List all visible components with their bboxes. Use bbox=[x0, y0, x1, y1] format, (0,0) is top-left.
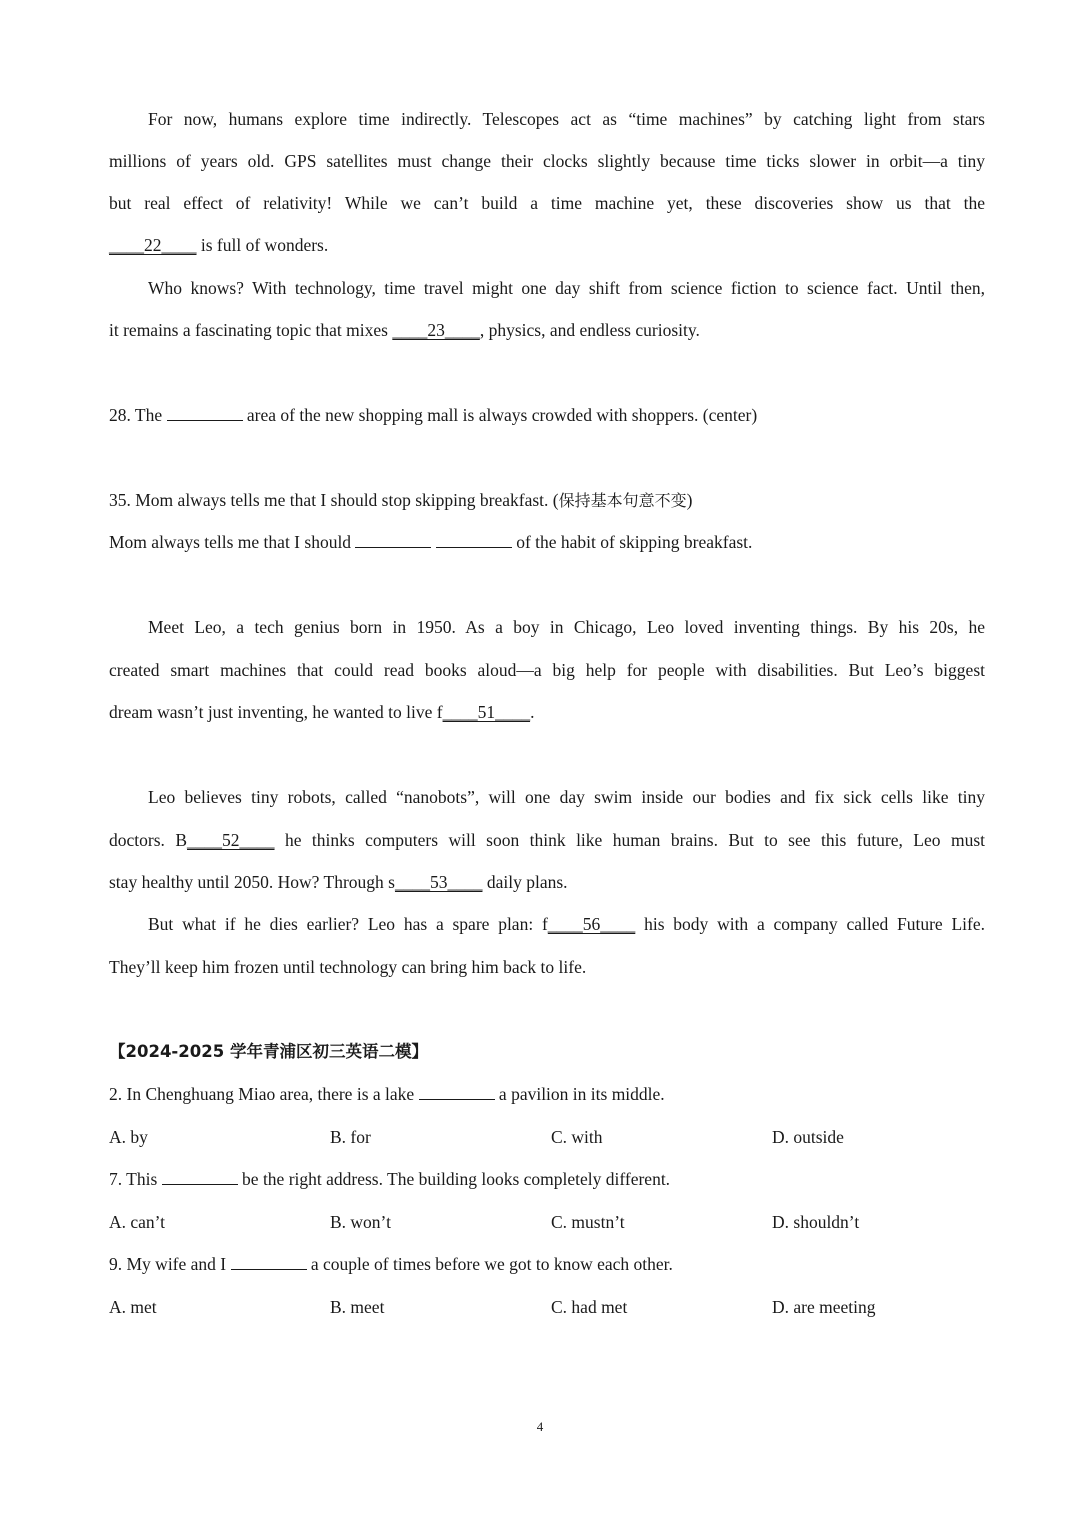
blank-22: ____22____ bbox=[109, 235, 197, 255]
option-c[interactable]: C. with bbox=[551, 1127, 603, 1147]
blank-52: ____52____ bbox=[187, 830, 275, 850]
question-text: ) bbox=[686, 490, 693, 510]
question-instruction: 保持基本句意不变 bbox=[558, 491, 687, 510]
passage2-line: created smart machines that could read books aloud—a big help for people with disabilities. But Leo’s biggest bbox=[109, 660, 985, 680]
question-text: 2. In Chenghuang Miao area, there is a lake bbox=[109, 1084, 419, 1104]
question-text: 7. This bbox=[109, 1169, 162, 1189]
question-35-rewrite bbox=[109, 531, 985, 553]
question-text: Mom always tells me that I should bbox=[109, 532, 356, 552]
question-text: a pavilion in its middle. bbox=[494, 1084, 665, 1104]
passage1-line: but real effect of relativity! While we can’t build a time machine yet, these discoveries show us that the bbox=[109, 193, 985, 213]
option-b[interactable]: B. meet bbox=[330, 1297, 385, 1317]
passage2-text: . bbox=[530, 702, 535, 722]
passage2-text: dream wasn’t just inventing, he wanted to live f bbox=[109, 702, 443, 722]
passage2-line bbox=[109, 829, 985, 851]
passage2-text: doctors. B bbox=[109, 830, 188, 850]
blank-23: ____23____ bbox=[392, 320, 480, 340]
option-c[interactable]: C. had met bbox=[551, 1297, 628, 1317]
passage2-text: he thinks computers will soon think like human brains. But to see this future, Leo must bbox=[274, 830, 985, 850]
answer-blank[interactable] bbox=[355, 532, 431, 548]
question-text: 9. My wife and I bbox=[109, 1254, 231, 1274]
question-7 bbox=[109, 1168, 985, 1190]
option-c[interactable]: C. mustn’t bbox=[551, 1212, 625, 1232]
question-text: 28. The bbox=[109, 405, 167, 425]
passage1-line: For now, humans explore time indirectly. Telescopes act as “time machines” by catching light from stars bbox=[148, 109, 985, 129]
section-heading: 【2024-2025 学年青浦区初三英语二模】 bbox=[109, 1042, 428, 1061]
answer-blank[interactable] bbox=[419, 1084, 495, 1100]
question-9 bbox=[109, 1253, 985, 1275]
passage2-line bbox=[109, 701, 985, 723]
answer-blank[interactable] bbox=[231, 1254, 307, 1270]
page-number: 4 bbox=[536, 1419, 544, 1434]
question-28 bbox=[109, 404, 985, 426]
option-d[interactable]: D. shouldn’t bbox=[772, 1212, 860, 1232]
option-a[interactable]: A. can’t bbox=[109, 1212, 166, 1232]
passage1-text: is full of wonders. bbox=[196, 235, 329, 255]
option-a[interactable]: A. by bbox=[109, 1127, 148, 1147]
question-text: area of the new shopping mall is always crowded with shoppers. (center) bbox=[242, 405, 758, 425]
question-text: be the right address. The building looks completely different. bbox=[237, 1169, 671, 1189]
passage2-line: They’ll keep him frozen until technology can bring him back to life. bbox=[109, 957, 587, 977]
passage2-text: daily plans. bbox=[482, 872, 568, 892]
question-2 bbox=[109, 1083, 985, 1105]
option-d[interactable]: D. are meeting bbox=[772, 1297, 876, 1317]
passage1-line bbox=[109, 234, 985, 256]
passage2-line bbox=[148, 913, 985, 935]
blank-51: ____51____ bbox=[442, 702, 531, 722]
option-b[interactable]: B. for bbox=[330, 1127, 371, 1147]
passage2-line: Leo believes tiny robots, called “nanobots”, will one day swim inside our bodies and fix sick cells like tiny bbox=[148, 787, 985, 807]
option-d[interactable]: D. outside bbox=[772, 1127, 844, 1147]
answer-blank[interactable] bbox=[436, 532, 512, 548]
question-text: 35. Mom always tells me that I should stop skipping breakfast. ( bbox=[109, 490, 559, 510]
blank-56: ____56____ bbox=[547, 914, 636, 934]
passage1-line: millions of years old. GPS satellites must change their clocks slightly because time ticks slower in orbit—a tiny bbox=[109, 151, 985, 171]
passage2-text: stay healthy until 2050. How? Through s bbox=[109, 872, 395, 892]
blank-53: ____53____ bbox=[394, 872, 483, 892]
passage2-text: his body with a company called Future Life. bbox=[635, 914, 985, 934]
option-a[interactable]: A. met bbox=[109, 1297, 157, 1317]
answer-blank[interactable] bbox=[162, 1169, 238, 1185]
passage2-line bbox=[109, 871, 985, 893]
option-b[interactable]: B. won’t bbox=[330, 1212, 391, 1232]
passage1-text: it remains a fascinating topic that mixes bbox=[109, 320, 393, 340]
passage1-text: , physics, and endless curiosity. bbox=[479, 320, 700, 340]
question-text: of the habit of skipping breakfast. bbox=[511, 532, 753, 552]
question-text: a couple of times before we got to know each other. bbox=[306, 1254, 673, 1274]
passage2-text: But what if he dies earlier? Leo has a spare plan: f bbox=[148, 914, 548, 934]
question-35 bbox=[109, 489, 985, 512]
passage2-line: Meet Leo, a tech genius born in 1950. As a boy in Chicago, Leo loved inventing things. By his 20s, he bbox=[148, 617, 985, 637]
passage1-line bbox=[109, 319, 985, 341]
passage1-line: Who knows? With technology, time travel might one day shift from science fiction to science fact. Until then, bbox=[148, 278, 985, 298]
answer-blank[interactable] bbox=[167, 405, 243, 421]
